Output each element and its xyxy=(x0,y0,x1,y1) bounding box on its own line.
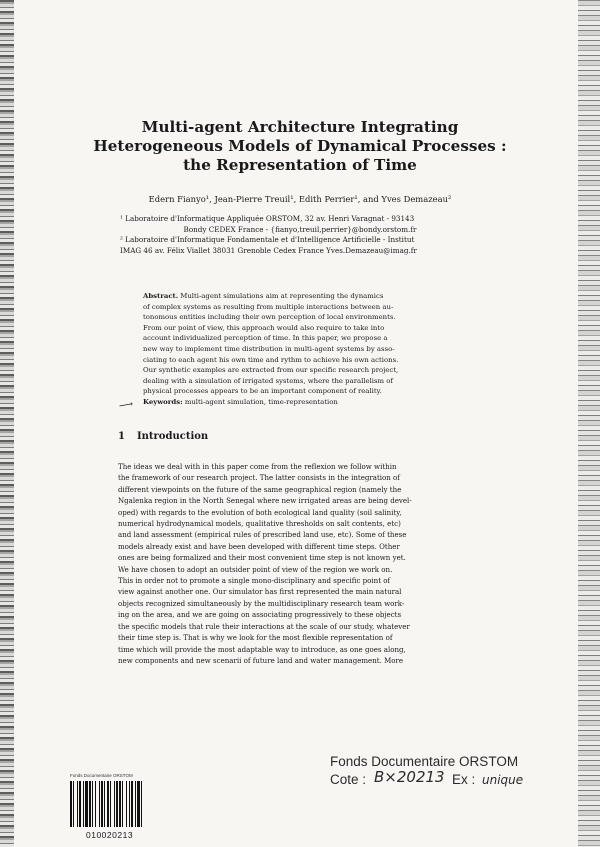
body-line: The ideas we deal with in this paper come from the reflexion we follow within xyxy=(118,462,397,471)
affiliation-line: Bondy CEDEX France - {fianyo,treuil,perrier}@bondy.orstom.fr xyxy=(183,224,417,234)
abstract-line: account individualized perception of time. In this paper, we propose a xyxy=(143,334,388,343)
body-line: the framework of our research project. The latter consists in the integration of xyxy=(118,473,400,483)
affiliation-line: ² Laboratoire d'Informatique Fondamentale et d'Intelligence Artificielle - Institut xyxy=(120,235,415,244)
keywords-label: Keywords: xyxy=(143,397,183,406)
section-number: 1 xyxy=(118,431,125,442)
scan-edge-left xyxy=(0,0,14,847)
abstract-first-line xyxy=(143,291,453,302)
body-line: We have chosen to adopt an outsider point of view of the region we work on. xyxy=(118,564,393,574)
body-line: oped) with regards to the evolution of both ecological land quality (soil salinity, xyxy=(118,507,402,517)
body-line: Ngalenka region in the North Senegal where new irrigated areas are being devel- xyxy=(118,496,412,506)
abstract-line: Our synthetic examples are extracted from our specific research project, xyxy=(143,366,399,375)
body-line: view against another one. Our simulator has first represented the main natural xyxy=(118,587,402,597)
abstract-line: of complex systems as resulting from multiple interactions between au- xyxy=(143,302,394,311)
body-line: ing on the area, and we are going on associating progressively to these objects xyxy=(118,610,402,620)
body-line: new components and new scenarii of future land and water management. More xyxy=(118,655,404,665)
barcode-caption: Fonds Documentaire ORSTOM xyxy=(70,773,133,778)
abstract-text: Multi-agent simulations aim at representing the dynamics xyxy=(178,292,384,300)
body-line: numerical hydrodynamical models, qualitative thresholds on salt contents, etc) xyxy=(118,519,401,529)
handwritten-arrow-icon: ⟶ xyxy=(118,398,135,413)
body-line: objects recognized simultaneously by the multidisciplinary research team work- xyxy=(118,598,405,608)
author-list: Edern Fianyo¹, Jean-Pierre Treuil¹, Edith Perrier¹, and Yves Demazeau² xyxy=(148,194,452,204)
handwritten-ex-value: unique xyxy=(482,773,524,787)
section-heading xyxy=(118,431,220,442)
stamp-ex-label: Ex : xyxy=(452,772,476,787)
title-line: the Representation of Time xyxy=(183,156,417,174)
affiliations xyxy=(120,214,480,256)
body-text xyxy=(118,461,488,666)
body-line: and land assessment (empirical rules of prescribed land use, etc). Some of these xyxy=(118,530,407,540)
body-line: the specific models that rule their interactions at the scale of our study, whatever xyxy=(118,621,410,631)
abstract-line: tonomous entities including their own perception of local environments. xyxy=(143,313,396,322)
body-line: time which will provide the most adaptable way to introduce, as one goes along, xyxy=(118,644,406,654)
abstract-line: dealing with a simulation of irrigated systems, where the parallelism of xyxy=(143,376,393,385)
stamp-title: Fonds Documentaire ORSTOM xyxy=(330,754,519,769)
affiliation-line: IMAG 46 av. Félix Viallet 38031 Grenoble Cedex France Yves.Demazeau@imag.fr xyxy=(120,245,417,255)
stamp-cote-label: Cote : xyxy=(330,772,367,787)
title-line: Heterogeneous Models of Dynamical Processes : xyxy=(93,137,507,155)
body-line: This in order not to promote a single mono-disciplinary and specific point of xyxy=(118,576,391,586)
abstract-label: Abstract. xyxy=(143,292,179,300)
scan-edge-right xyxy=(578,0,600,847)
abstract-line: From our point of view, this approach would also require to take into xyxy=(143,323,385,332)
keywords xyxy=(143,397,453,408)
body-line: their time step is. That is why we look for the most flexible representation of xyxy=(118,633,393,643)
section-title: Introduction xyxy=(136,431,209,442)
barcode-icon xyxy=(68,781,178,829)
abstract xyxy=(143,291,453,408)
abstract-line: physical processes appears to be an important component of reality. xyxy=(143,387,382,396)
barcode-number: 010020213 xyxy=(86,830,134,840)
keywords-text: multi-agent simulation, time-representation xyxy=(182,397,338,406)
paper-title xyxy=(60,118,540,175)
affiliation-line: ¹ Laboratoire d'Informatique Appliquée ORSTOM, 32 av. Henri Varagnat - 93143 xyxy=(120,214,415,223)
barcode-label xyxy=(64,773,180,841)
title-line: Multi-agent Architecture Integrating xyxy=(141,118,459,136)
abstract-line: new way to implement time distribution in multi-agent systems by asso- xyxy=(143,344,395,353)
handwritten-cote-value: B×20213 xyxy=(374,768,445,786)
abstract-line: ciating to each agent his own time and rythm to achieve his own actions. xyxy=(143,355,399,364)
body-line: ones are being formalized and their most convenient time step is not known yet. xyxy=(118,553,406,563)
body-line: models already exist and have been developed with different time steps. Other xyxy=(118,541,400,551)
body-line: different viewpoints on the future of the same geographical region (namely the xyxy=(118,484,402,494)
